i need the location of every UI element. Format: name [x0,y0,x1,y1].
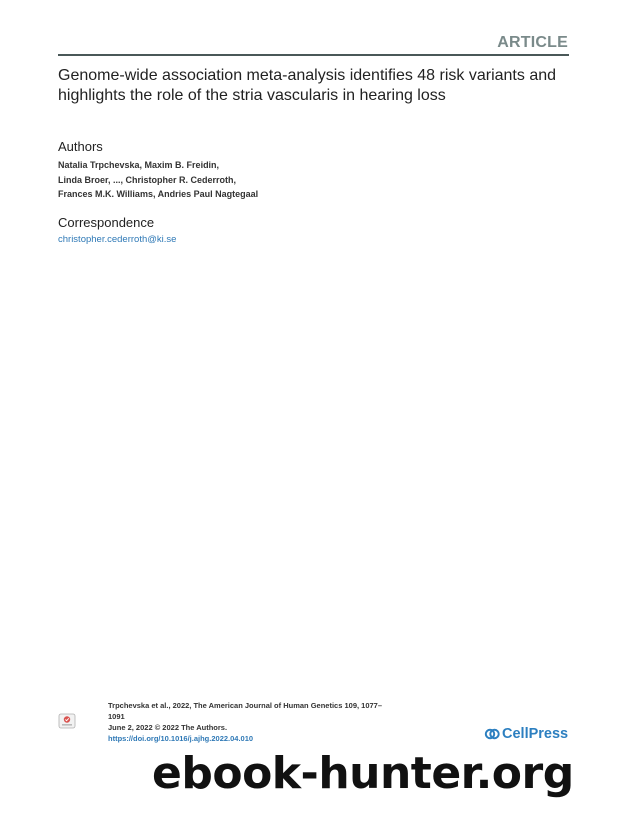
watermark-text: ebook-hunter.org [152,748,574,799]
header-rule [58,54,569,56]
check-for-updates-icon[interactable] [58,712,76,730]
citation-block [108,700,438,744]
citation-line-3: June 2, 2022 © 2022 The Authors. [108,723,228,732]
title-line-2: highlights the role of the stria vascularis in hearing loss [58,87,446,104]
citation-line-2: 1091 [108,712,125,721]
citation-line-1: Trpchevska et al., 2022, The American Journal of Human Genetics 109, 1077– [108,701,383,710]
publisher-name: CellPress [502,726,569,742]
authors-line: Frances M.K. Williams, Andries Paul Nagtegaal [58,189,259,199]
title-line-1: Genome-wide association meta-analysis identifies 48 risk variants and [58,67,557,84]
cellpress-logo-icon [484,726,500,742]
authors-line: Linda Broer, ..., Christopher R. Cederroth, [58,174,237,185]
paper-title [58,66,578,106]
article-type-label: ARTICLE [497,34,568,51]
authors-line: Natalia Trpchevska, Maxim B. Freidin, [58,160,220,170]
doi-link[interactable]: https://doi.org/10.1016/j.ajhg.2022.04.010 [108,734,254,743]
correspondence-email-link[interactable]: christopher.cederroth@ki.se [58,234,177,245]
authors-list [58,158,318,202]
authors-heading: Authors [58,139,103,154]
cellpress-logo[interactable] [484,726,568,742]
correspondence-heading: Correspondence [58,215,155,230]
